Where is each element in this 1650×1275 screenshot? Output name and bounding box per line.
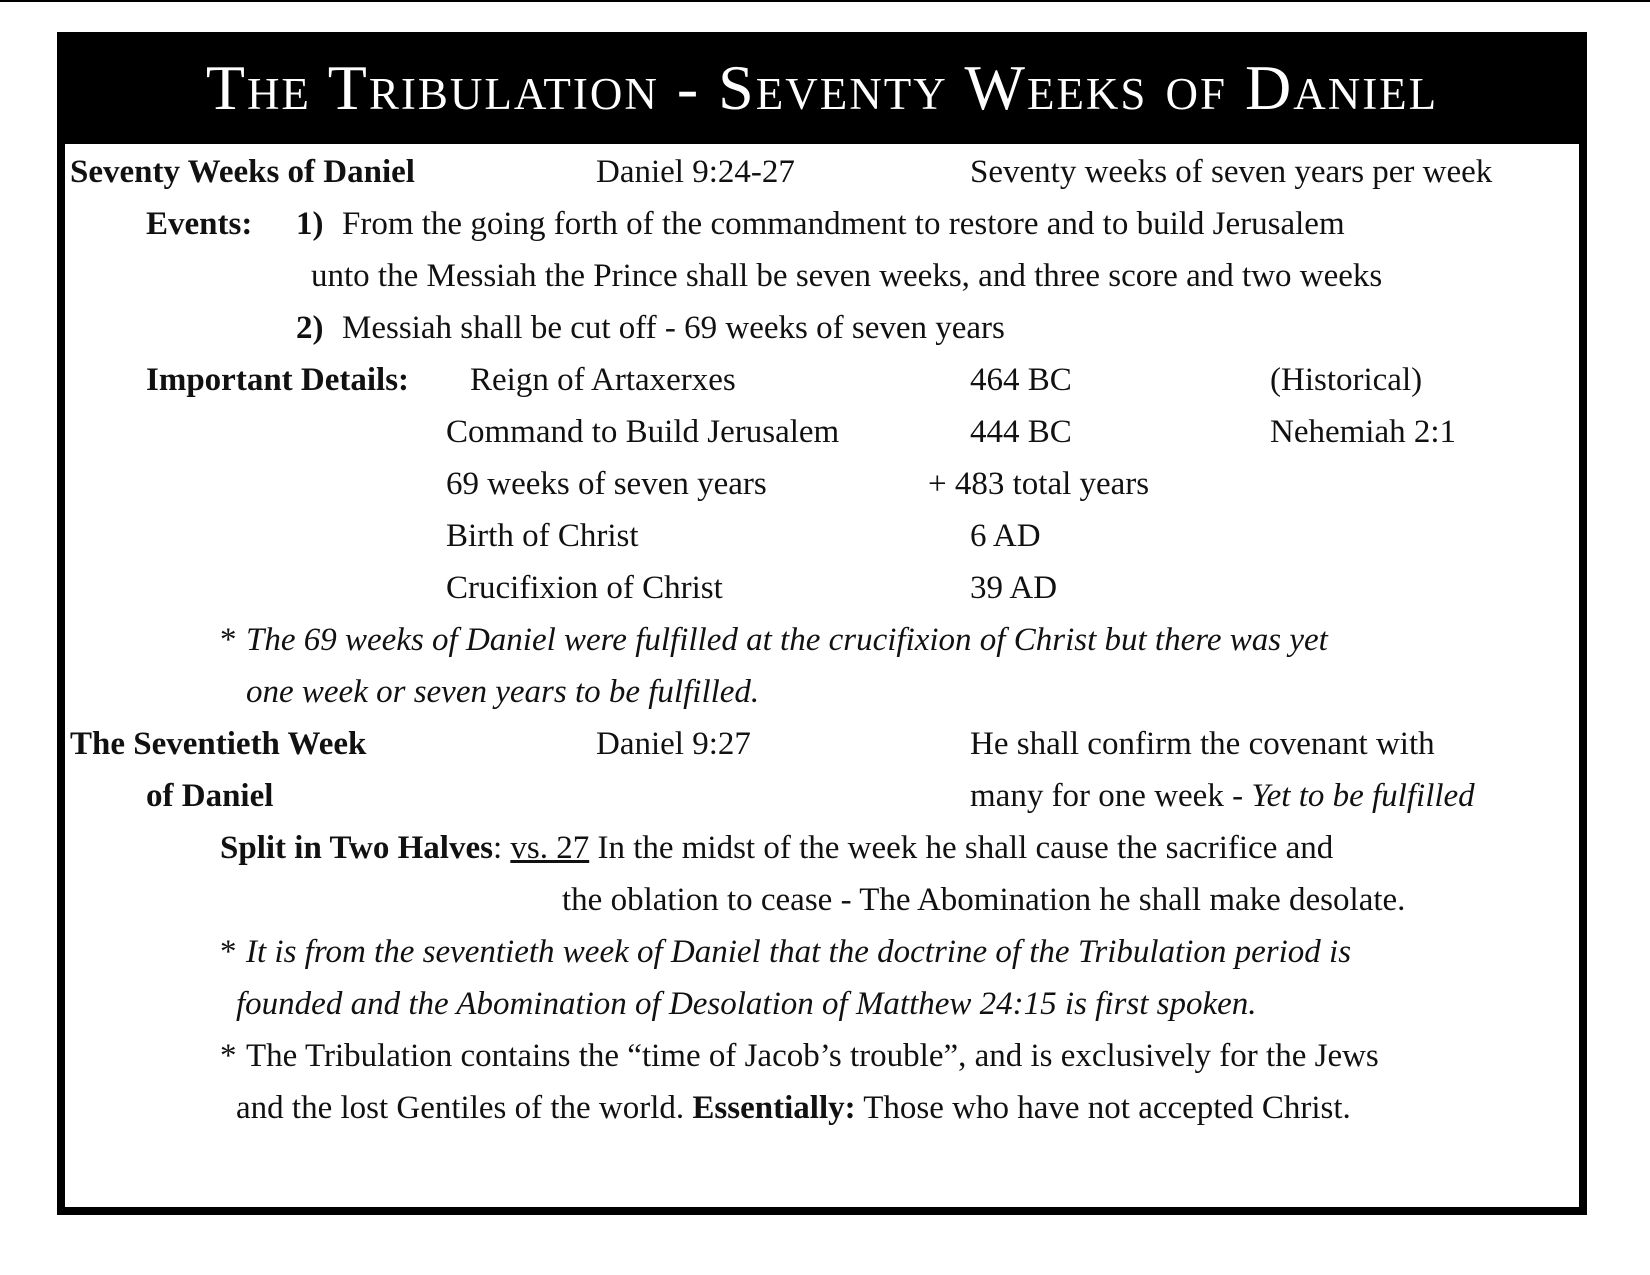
note2-bold: Essentially: (692, 1090, 856, 1126)
section2-note1-line1: It is from the seventieth week of Daniel that the doctrine of the Tribulation period is (246, 934, 1352, 970)
detail-value: 6 AD (970, 518, 1041, 554)
detail-label: 69 weeks of seven years (446, 466, 767, 502)
section2-note2-line2 (236, 1088, 1351, 1128)
title-bar (57, 32, 1587, 144)
page-title: The Tribulation - Seventy Weeks of Daniel (205, 52, 1439, 123)
note2-plain: and the lost Gentiles of the world. (236, 1090, 693, 1126)
event2-text: Messiah shall be cut off - 69 weeks of seven years (342, 310, 1005, 346)
detail-label: Reign of Artaxerxes (470, 362, 736, 398)
detail-label: Crucifixion of Christ (446, 570, 723, 606)
split-line2: the oblation to cease - The Abomination he shall make desolate. (562, 882, 1406, 918)
note2-end: Those who have not accepted Christ. (855, 1090, 1351, 1126)
section2-note2-line1: The Tribulation contains the “time of Jacob’s trouble”, and is exclusively for the Jews (246, 1038, 1379, 1074)
section2-note1-line2: founded and the Abomination of Desolation of Matthew 24:15 is first spoken. (236, 986, 1257, 1022)
section2-summary-line1: He shall confirm the covenant with (970, 726, 1435, 762)
section1-reference: Daniel 9:24-27 (596, 154, 795, 190)
top-rule (0, 0, 1650, 2)
split-label: Split in Two Halves (220, 830, 493, 866)
note-asterisk: * (220, 622, 237, 658)
section2-heading-line2: of Daniel (146, 778, 274, 814)
detail-value: 464 BC (970, 362, 1072, 398)
summary-plain: many for one week - (970, 778, 1252, 814)
section2-reference: Daniel 9:27 (596, 726, 751, 762)
details-label: Important Details: (146, 362, 410, 398)
detail-label: Birth of Christ (446, 518, 639, 554)
split-verse-ref: vs. 27 (510, 830, 590, 866)
split-line1 (220, 828, 1333, 868)
split-colon: : (492, 830, 503, 866)
event2-number: 2) (296, 310, 324, 346)
section1-note-line1: The 69 weeks of Daniel were fulfilled at the crucifixion of Christ but there was yet (246, 622, 1328, 658)
section1-heading: Seventy Weeks of Daniel (70, 154, 415, 190)
section1-note-line2: one week or seven years to be fulfilled. (246, 674, 760, 710)
summary-italic: Yet to be fulfilled (1251, 778, 1475, 814)
detail-value: 444 BC (970, 414, 1072, 450)
event1-line2: unto the Messiah the Prince shall be seven weeks, and three score and two weeks (311, 258, 1383, 294)
note-asterisk: * (220, 934, 237, 970)
section2-summary-line2 (970, 776, 1475, 816)
detail-note: Nehemiah 2:1 (1270, 414, 1457, 450)
note-asterisk: * (220, 1038, 237, 1074)
detail-value: + 483 total years (928, 466, 1150, 502)
section2-heading-line1: The Seventieth Week (70, 726, 367, 762)
detail-note: (Historical) (1270, 362, 1423, 398)
detail-label: Command to Build Jerusalem (446, 414, 840, 450)
event1-number: 1) (296, 206, 324, 242)
section1-summary: Seventy weeks of seven years per week (970, 154, 1493, 190)
events-label: Events: (146, 206, 253, 242)
event1-line1: From the going forth of the commandment to restore and to build Jerusalem (342, 206, 1345, 242)
detail-value: 39 AD (970, 570, 1058, 606)
split-text: In the midst of the week he shall cause the sacrifice and (589, 830, 1334, 866)
